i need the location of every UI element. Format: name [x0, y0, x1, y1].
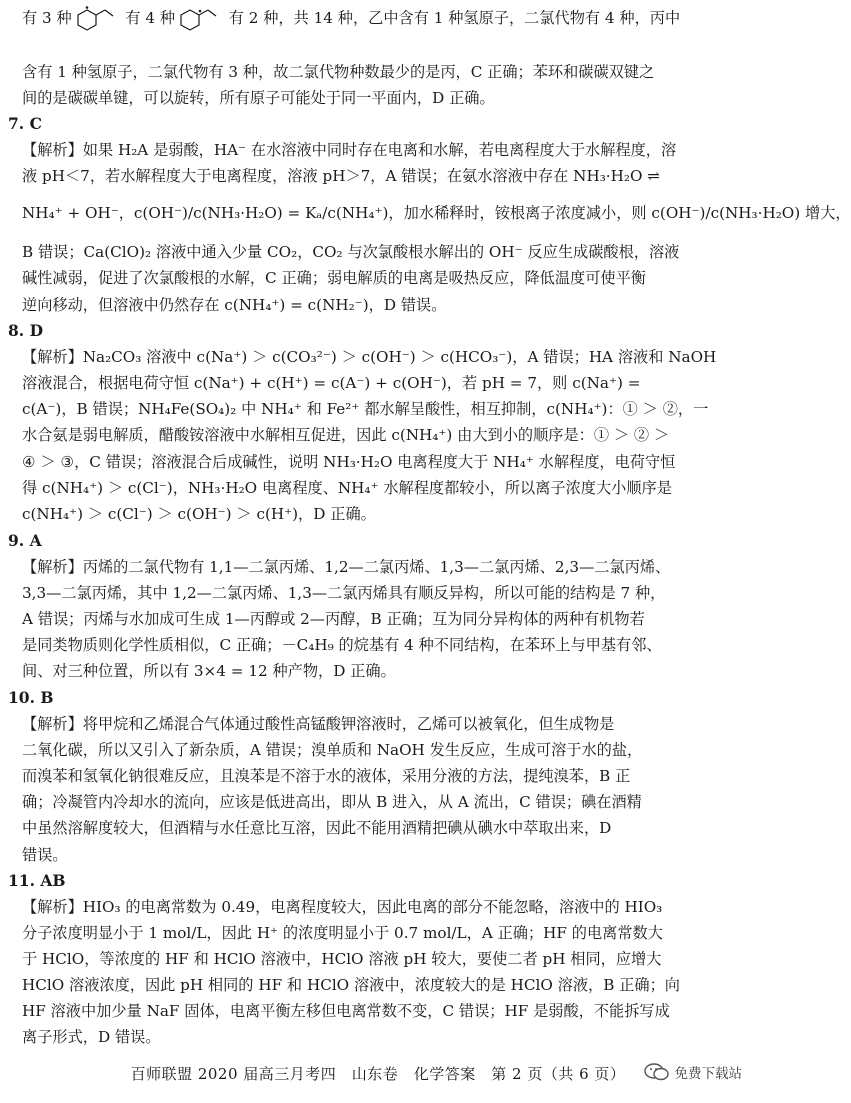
analysis-line: 【解析】HIO₃ 的电离常数为 0.49，电离程度较大，因此电离的部分不能忽略，溶液中的 HIO₃	[22, 898, 663, 916]
text-line: 得 c(NH₄⁺) ＞ c(Cl⁻)，NH₃·H₂O 电离程度、NH₄⁺ 水解程度都较小，所以离子浓度大小顺序是	[22, 479, 672, 497]
page-footer: 百师联盟 2020 届高三月考四 山东卷 化学答案 第 2 页（共 6 页）	[130, 1065, 626, 1083]
watermark-text: 免费下载站	[674, 1066, 742, 1082]
text-line: 液 pH＜7，若水解程度大于电离程度，溶液 pH＞7，A 错误；在氨水溶液中存在 NH₃·H₂O ⇌	[22, 167, 660, 185]
text-line: 于 HClO，等浓度的 HF 和 HClO 溶液中，HClO 溶液 pH 较大，要使二者 pH 相同，应增大	[22, 950, 662, 968]
text-line: ④ ＞ ③，C 错误；溶液混合后成碱性，说明 NH₃·H₂O 电离程度大于 NH₄⁺ 水解程度，电荷守恒	[22, 453, 676, 471]
text-line: 而溴苯和氢氧化钠很难反应，且溴苯是不溶于水的液体，采用分液的方法，提纯溴苯，B 正	[22, 767, 631, 785]
text-line: HF 溶液中加少量 NaF 固体，电离平衡左移但电离常数不变，C 错误；HF 是弱酸，不能拆写成	[22, 1002, 670, 1020]
text-line: B 错误；Ca(ClO)₂ 溶液中通入少量 CO₂，CO₂ 与次氯酸根水解出的 OH⁻ 反应生成碳酸根，溶液	[22, 243, 680, 261]
analysis-line: 【解析】Na₂CO₃ 溶液中 c(Na⁺) ＞ c(CO₃²⁻) ＞ c(OH⁻) ＞ c(HCO₃⁻)，A 错误；HA 溶液和 NaOH	[22, 348, 717, 366]
formula-line: NH₄⁺ + OH⁻，c(OH⁻)/c(NH₃·H₂O) = Kₐ/c(NH₄⁺)，加水稀释时，铵根离子浓度减小，则 c(OH⁻)/c(NH₃·H₂O) 增大，	[22, 204, 851, 222]
text-line: 水合氨是弱电解质，醋酸铵溶液中水解相互促进，因此 c(NH₄⁺) 由大到小的顺序是：① ＞ ② ＞	[22, 426, 670, 444]
text-line: 离子形式，D 错误。	[22, 1028, 161, 1046]
text-line: 碱性减弱，促进了次氯酸根的水解，C 正确；弱电解质的电离是吸热反应，降低温度可使平衡	[22, 269, 646, 287]
analysis-line: 【解析】将甲烷和乙烯混合气体通过酸性高锰酸钾溶液时，乙烯可以被氧化，但生成物是	[22, 715, 615, 733]
text-line: c(NH₄⁺) ＞ c(Cl⁻) ＞ c(OH⁻) ＞ c(H⁺)，D 正确。	[22, 505, 376, 523]
text-line: 间、对三种位置，所以有 3×4 = 12 种产物，D 正确。	[22, 662, 396, 680]
styrene-structure-icon	[77, 6, 121, 32]
styrene-structure-icon	[180, 6, 224, 32]
text-line: 含有 1 种氢原子，二氯代物有 3 种，故二氯代物种数最少的是丙，C 正确；苯环和碳碳双键之	[22, 63, 655, 81]
text-line: 3,3—二氯丙烯，其中 1,2—二氯丙烯、1,3—二氯丙烯具有顺反异构，所以可能的结构是 7 种，	[22, 584, 666, 602]
question-number: 11. AB	[8, 871, 66, 890]
analysis-line: 【解析】如果 H₂A 是弱酸，HA⁻ 在水溶液中同时存在电离和水解，若电离程度大于水解程度，溶	[22, 141, 677, 159]
text-line: 确；冷凝管内冷却水的流向，应该是低进高出，即从 B 进入，从 A 流出，C 错误；碘在酒精	[22, 793, 642, 811]
question-number: 8. D	[8, 321, 44, 340]
chat-bubble-icon	[644, 1062, 670, 1082]
text-line: 有 3 种 有 4 种 有 2 种，共 14 种，乙中含有 1 种氢原子，二氯代物有 4 种，丙中	[22, 6, 734, 32]
watermark	[644, 1062, 743, 1082]
question-number: 9. A	[8, 531, 42, 550]
text-line: 逆向移动，但溶液中仍然存在 c(NH₄⁺) = c(NH₂⁻)，D 错误。	[22, 296, 447, 314]
analysis-line: 【解析】丙烯的二氯代物有 1,1—二氯丙烯、1,2—二氯丙烯、1,3—二氯丙烯、2,3—二氯丙烯、	[22, 558, 671, 576]
text-line: c(A⁻)，B 错误；NH₄Fe(SO₄)₂ 中 NH₄⁺ 和 Fe²⁺ 都水解呈酸性，相互抑制，c(NH₄⁺)：① ＞ ②，一	[22, 400, 709, 418]
question-number: 10. B	[8, 688, 54, 707]
text-line: 二氧化碳，所以又引入了新杂质，A 错误；溴单质和 NaOH 发生反应，生成可溶于水的盐，	[22, 741, 643, 759]
text-line: HClO 溶液浓度，因此 pH 相同的 HF 和 HClO 溶液中，浓度较大的是 HClO 溶液，B 正确；向	[22, 976, 680, 994]
text-line: 间的是碳碳单键，可以旋转，所有原子可能处于同一平面内，D 正确。	[22, 89, 495, 107]
question-number: 7. C	[8, 114, 42, 133]
text-line: 错误。	[22, 846, 68, 864]
text-line: 溶液混合，根据电荷守恒 c(Na⁺) + c(H⁺) = c(A⁻) + c(OH⁻)，若 pH = 7，则 c(Na⁺) =	[22, 374, 641, 392]
text-line: 是同类物质则化学性质相似，C 正确；－C₄H₉ 的烷基有 4 种不同结构，在苯环上与甲基有邻、	[22, 636, 662, 654]
text-line: 中虽然溶解度较大，但酒精与水任意比互溶，因此不能用酒精把碘从碘水中萃取出来，D	[22, 819, 612, 837]
text-line: A 错误；丙烯与水加成可生成 1—丙醇或 2—丙醇，B 正确；互为同分异构体的两种有机物若	[22, 610, 645, 628]
text-line: 分子浓度明显小于 1 mol/L，因此 H⁺ 的浓度明显小于 0.7 mol/L，A 正确；HF 的电离常数大	[22, 924, 663, 942]
